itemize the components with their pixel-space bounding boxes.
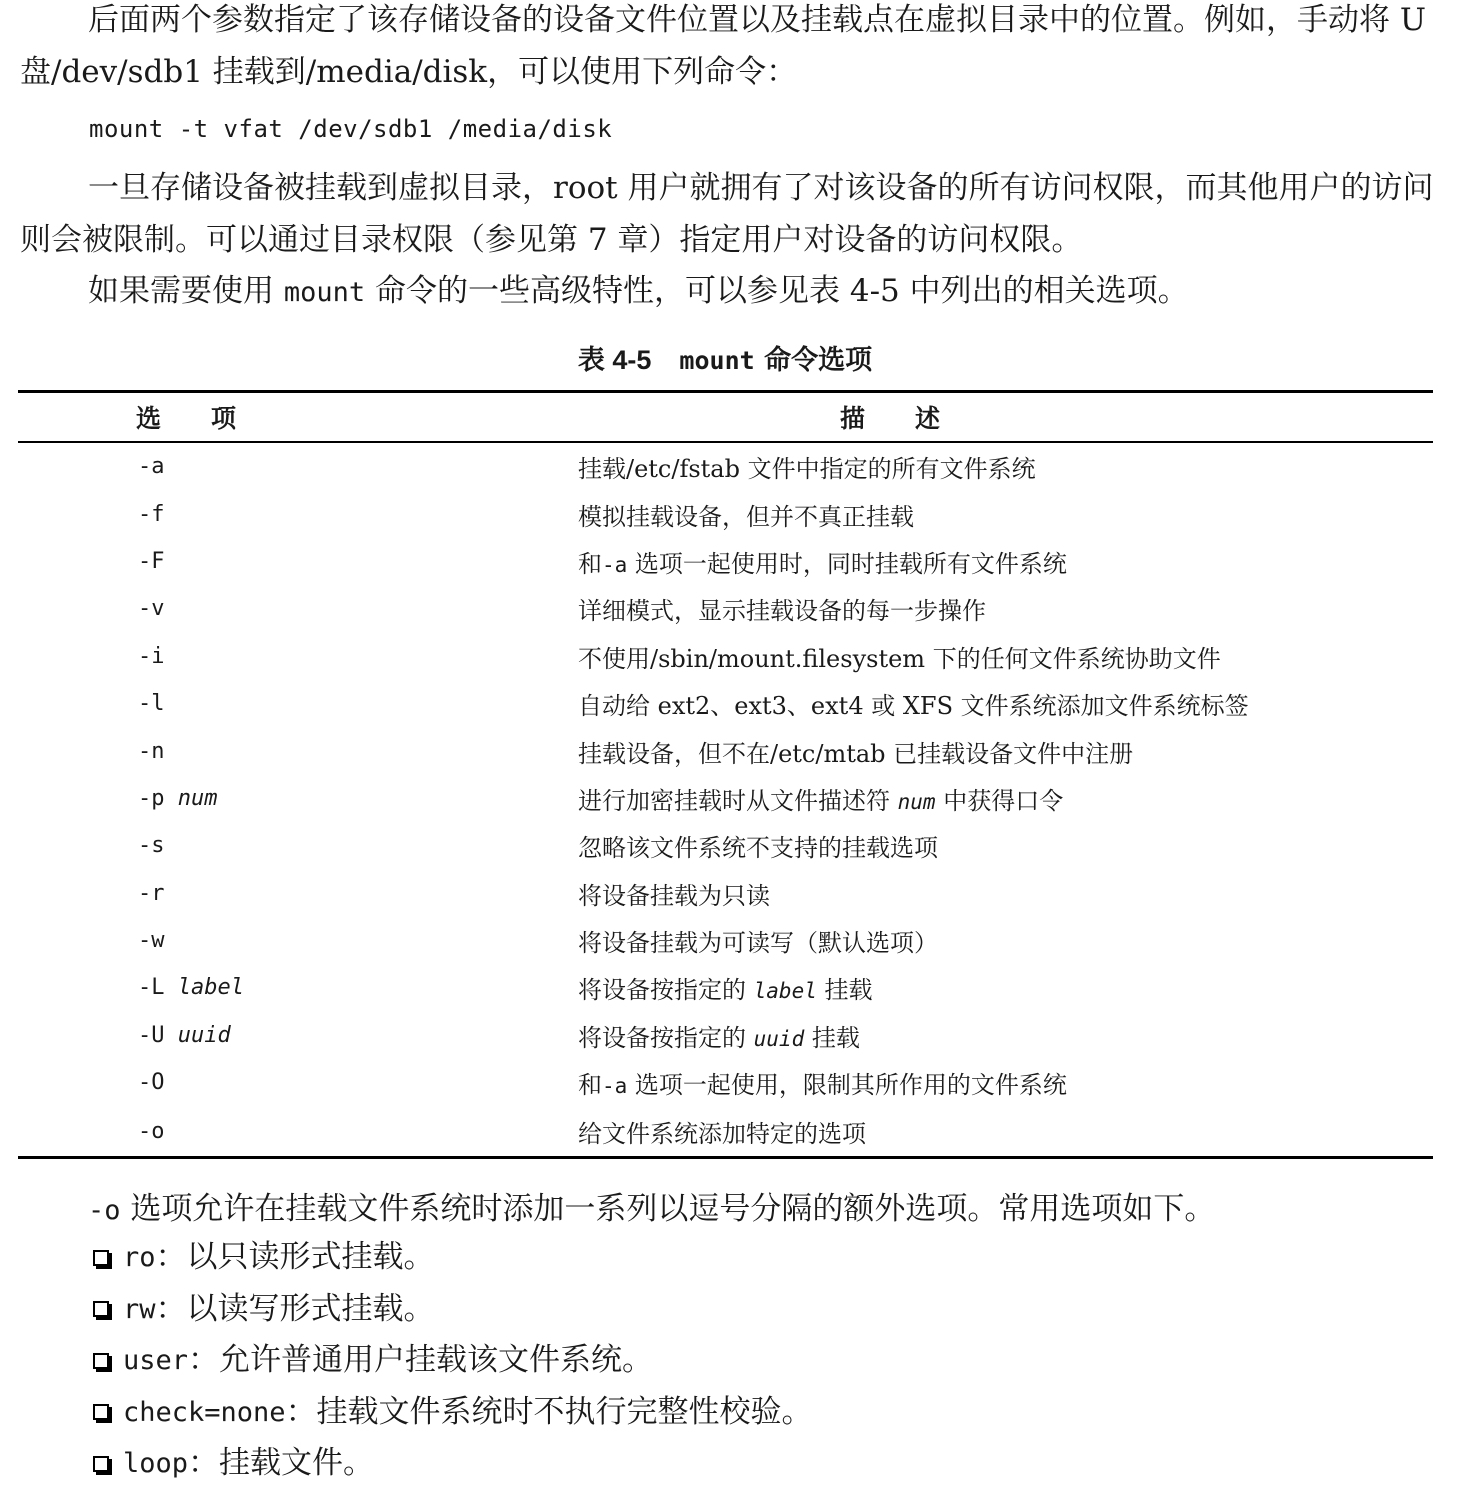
table-row bbox=[18, 442, 1433, 490]
table-row bbox=[18, 1059, 1433, 1106]
description-text-pre: 和 bbox=[578, 549, 602, 578]
description-text: 忽略该文件系统不支持的挂载选项 bbox=[578, 834, 938, 863]
option-flag: -F bbox=[138, 548, 165, 574]
option-argument: num bbox=[177, 785, 218, 811]
paragraph-intro bbox=[20, 0, 1435, 98]
option-cell bbox=[18, 917, 568, 964]
option-cell bbox=[18, 822, 568, 869]
option-cell bbox=[18, 727, 568, 774]
option-flag: -p bbox=[138, 785, 165, 811]
description-text-post: 选项一起使用，限制其所作用的文件系统 bbox=[627, 1071, 1067, 1100]
paragraph-advanced bbox=[20, 265, 1435, 319]
option-flag: -w bbox=[138, 928, 165, 954]
description-text-post: 挂载 bbox=[804, 1023, 860, 1052]
description-cell bbox=[568, 1106, 1433, 1158]
description-text-pre: 进行加密挂载时从文件描述符 bbox=[578, 786, 898, 815]
checkbox-bullet-icon bbox=[93, 1353, 109, 1369]
table-row bbox=[18, 775, 1433, 822]
option-cell bbox=[18, 1059, 568, 1106]
paragraph-advanced-before: 如果需要使用 bbox=[88, 273, 284, 309]
description-cell bbox=[568, 442, 1433, 490]
inline-code-o: -o bbox=[88, 1195, 121, 1226]
table-body bbox=[18, 442, 1433, 1158]
option-flag: -L bbox=[138, 975, 165, 1001]
table-row bbox=[18, 822, 1433, 869]
description-text: 模拟挂载设备，但并不真正挂载 bbox=[578, 502, 914, 531]
description-inline-code: label bbox=[753, 979, 817, 1004]
description-cell bbox=[568, 585, 1433, 632]
option-cell bbox=[18, 538, 568, 585]
description-text: 挂载设备，但不在/etc/mtab 已挂载设备文件中注册 bbox=[578, 739, 1134, 768]
checkbox-bullet-icon bbox=[93, 1301, 109, 1317]
table-row bbox=[18, 585, 1433, 632]
description-cell bbox=[568, 727, 1433, 774]
table-row bbox=[18, 1012, 1433, 1059]
description-text-post: 中获得口令 bbox=[935, 786, 1064, 815]
table-row bbox=[18, 490, 1433, 537]
option-flag: -v bbox=[138, 596, 165, 622]
option-flag: -f bbox=[138, 501, 165, 527]
description-text: 自动给 ext2、ext3、ext4 或 XFS 文件系统添加文件系统标签 bbox=[578, 692, 1249, 721]
option-cell bbox=[18, 442, 568, 490]
description-text-pre: 和 bbox=[578, 1071, 602, 1100]
header-desc: 描述 bbox=[568, 392, 1433, 443]
description-cell bbox=[568, 490, 1433, 537]
description-text: 将设备挂载为可读写（默认选项） bbox=[578, 929, 938, 958]
option-cell bbox=[18, 964, 568, 1011]
description-text: 挂载/etc/fstab 文件中指定的所有文件系统 bbox=[578, 455, 1036, 484]
option-flag: -s bbox=[138, 833, 165, 859]
table-row bbox=[18, 964, 1433, 1011]
description-text: 详细模式，显示挂载设备的每一步操作 bbox=[578, 597, 986, 626]
option-cell bbox=[18, 870, 568, 917]
table-caption-title: 命令选项 bbox=[754, 345, 873, 376]
paragraph-advanced-after: 命令的一些高级特性，可以参见表 4-5 中列出的相关选项。 bbox=[365, 273, 1189, 309]
option-cell bbox=[18, 1106, 568, 1158]
description-inline-code: -a bbox=[602, 1074, 628, 1099]
list-item-code: loop bbox=[123, 1448, 189, 1479]
option-cell bbox=[18, 633, 568, 680]
option-flag: -o bbox=[138, 1118, 165, 1144]
paragraph-permissions-text: 一旦存储设备被挂载到虚拟目录，root 用户就拥有了对该设备的所有访问权限，而其他用户的访问则会被限制。可以通过目录权限（参见第 7 章）指定用户对设备的访问权限。 bbox=[20, 170, 1434, 258]
checkbox-bullet-icon bbox=[93, 1250, 109, 1266]
table-header-row bbox=[18, 392, 1433, 443]
option-flag: -n bbox=[138, 738, 165, 764]
option-cell bbox=[18, 585, 568, 632]
description-cell bbox=[568, 870, 1433, 917]
table-caption-code: mount bbox=[679, 346, 755, 375]
table-row bbox=[18, 538, 1433, 585]
list-item bbox=[89, 1284, 813, 1336]
description-inline-code: -a bbox=[602, 552, 628, 577]
option-argument: label bbox=[177, 975, 244, 1001]
option-cell bbox=[18, 775, 568, 822]
description-inline-code: uuid bbox=[753, 1026, 805, 1051]
list-item-code: user bbox=[123, 1345, 189, 1376]
description-text: 给文件系统添加特定的选项 bbox=[578, 1119, 866, 1148]
option-argument: uuid bbox=[177, 1022, 231, 1048]
list-item bbox=[89, 1335, 813, 1387]
option-flag: -i bbox=[138, 643, 165, 669]
description-text: 不使用/sbin/mount.filesystem 下的任何文件系统协助文件 bbox=[578, 644, 1221, 673]
option-cell bbox=[18, 490, 568, 537]
option-flag: -r bbox=[138, 880, 165, 906]
inline-code-mount: mount bbox=[283, 277, 366, 308]
description-text-post: 选项一起使用时，同时挂载所有文件系统 bbox=[627, 549, 1067, 578]
list-item bbox=[89, 1232, 813, 1284]
table-row bbox=[18, 870, 1433, 917]
list-item-code: ro bbox=[123, 1242, 156, 1273]
paragraph-o-option-text: 选项允许在挂载文件系统时添加一系列以逗号分隔的额外选项。常用选项如下。 bbox=[120, 1191, 1216, 1227]
table-number: 表 4-5 bbox=[577, 345, 652, 375]
description-text-post: 挂载 bbox=[816, 976, 873, 1005]
option-flag: -U bbox=[138, 1022, 165, 1048]
list-item-code: rw bbox=[123, 1293, 156, 1325]
options-table bbox=[18, 390, 1433, 1159]
checkbox-bullet-icon bbox=[93, 1456, 109, 1472]
description-text-pre: 将设备按指定的 bbox=[578, 976, 754, 1005]
code-example: mount -t vfat /dev/sdb1 /media/disk bbox=[89, 115, 613, 143]
option-flag: -O bbox=[138, 1070, 165, 1096]
bullet-list bbox=[89, 1232, 813, 1490]
table-row bbox=[18, 727, 1433, 774]
table-row bbox=[18, 1106, 1433, 1158]
header-option: 选项 bbox=[18, 392, 568, 443]
description-cell bbox=[568, 775, 1433, 822]
table-row bbox=[18, 633, 1433, 680]
option-cell bbox=[18, 1012, 568, 1059]
description-text-pre: 将设备按指定的 bbox=[578, 1023, 754, 1052]
option-cell bbox=[18, 680, 568, 727]
paragraph-intro-text: 后面两个参数指定了该存储设备的设备文件位置以及挂载点在虚拟目录中的位置。例如，手动将 U 盘/dev/sdb1 挂载到/media/disk，可以使用下列命令： bbox=[20, 2, 1426, 90]
option-flag: -a bbox=[138, 454, 165, 480]
description-cell bbox=[568, 633, 1433, 680]
table-caption bbox=[0, 340, 1450, 381]
option-flag: -l bbox=[138, 691, 165, 717]
checkbox-bullet-icon bbox=[93, 1404, 109, 1420]
list-item bbox=[89, 1438, 813, 1490]
list-item-code: check=none bbox=[123, 1396, 286, 1428]
description-cell bbox=[568, 538, 1433, 585]
paragraph-o-option bbox=[20, 1183, 1435, 1237]
paragraph-permissions bbox=[20, 162, 1435, 266]
description-cell bbox=[568, 822, 1433, 869]
list-item-text: ：以只读形式挂载。 bbox=[155, 1239, 435, 1275]
description-inline-code: num bbox=[897, 789, 936, 814]
description-cell bbox=[568, 917, 1433, 964]
description-text: 将设备挂载为只读 bbox=[578, 881, 770, 910]
description-cell bbox=[568, 680, 1433, 727]
table-row bbox=[18, 917, 1433, 964]
description-cell bbox=[568, 1059, 1433, 1106]
list-item-text: ：允许普通用户挂载该文件系统。 bbox=[188, 1342, 654, 1378]
description-cell bbox=[568, 1012, 1433, 1059]
table-row bbox=[18, 680, 1433, 727]
list-item bbox=[89, 1387, 813, 1439]
description-cell bbox=[568, 964, 1433, 1011]
list-item-text: ：以读写形式挂载。 bbox=[155, 1290, 435, 1327]
list-item-text: ：挂载文件系统时不执行完整性校验。 bbox=[285, 1393, 813, 1430]
list-item-text: ：挂载文件。 bbox=[188, 1445, 375, 1481]
